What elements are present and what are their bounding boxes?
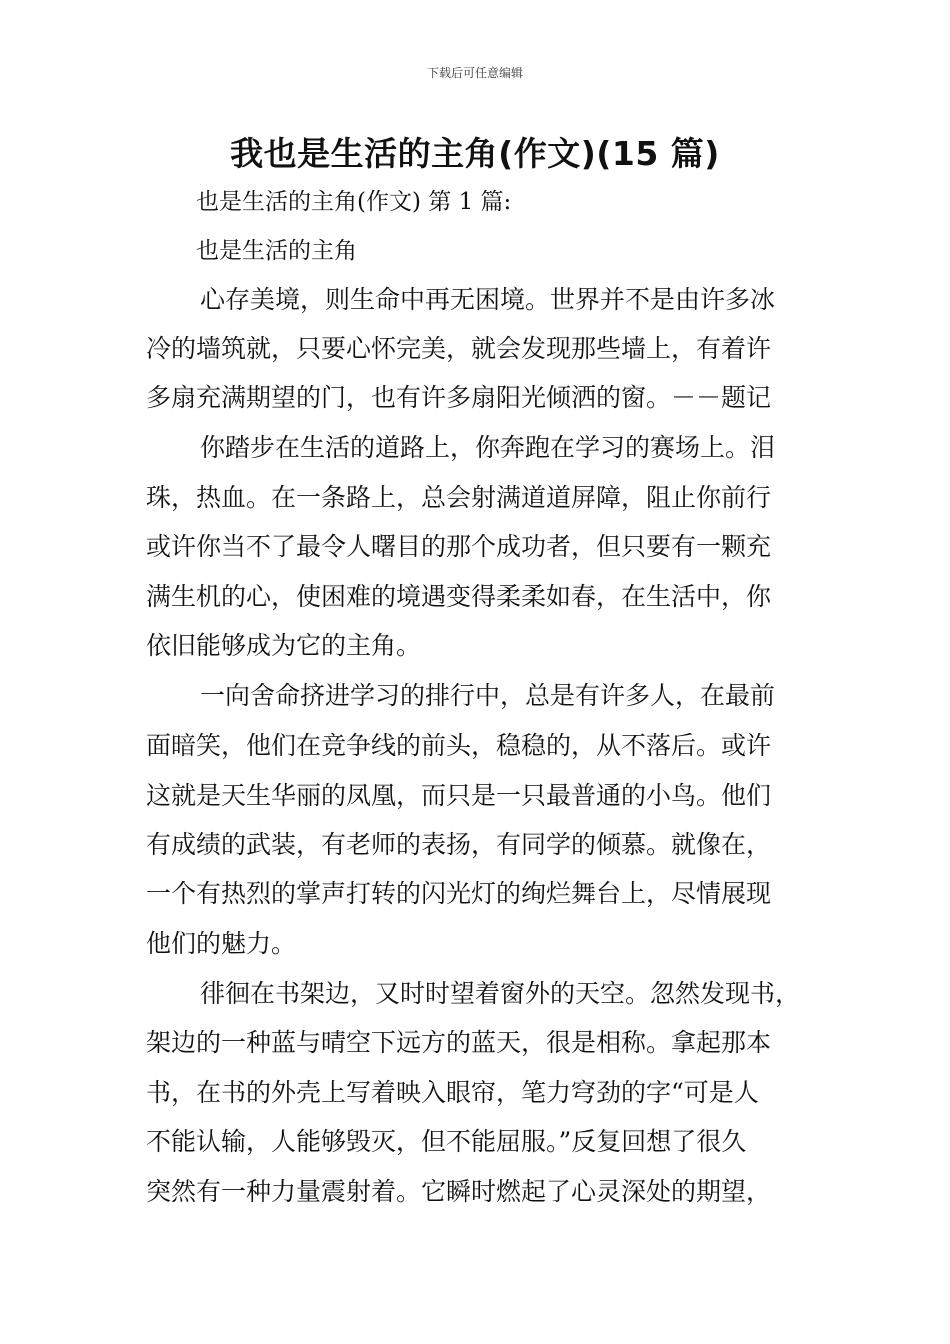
paragraph-line: 你踏步在生活的道路上，你奔跑在学习的赛场上。泪 xyxy=(200,433,776,462)
paragraph-line: 珠，热血。在一条路上，总会射满道道屏障，阻止你前行 xyxy=(146,483,772,512)
paragraph-line: 徘徊在书架边，又时时望着窗外的天空。忽然发现书， xyxy=(200,979,801,1008)
paragraph-line: 这就是天生华丽的凤凰，而只是一只最普通的小鸟。他们 xyxy=(146,781,772,810)
paragraph-line: 满生机的心，使困难的境遇变得柔柔如春，在生活中，你 xyxy=(146,582,772,611)
paragraph-line: 他们的魅力。 xyxy=(146,929,297,958)
paragraph-line: 突然有一种力量震射着。它瞬时燃起了心灵深处的期望， xyxy=(146,1177,772,1206)
essay-title: 也是生活的主角 xyxy=(196,238,357,264)
paragraph-line: 架边的一种蓝与晴空下远方的蓝天，很是相称。拿起那本 xyxy=(146,1028,772,1057)
paragraph-line: 书，在书的外壳上写着映入眼帘，笔力穹劲的字“可是人 xyxy=(146,1078,759,1107)
paragraph-line: 多扇充满期望的门，也有许多扇阳光倾洒的窗。－－题记 xyxy=(146,383,772,412)
header-note: 下载后可任意编辑 xyxy=(426,66,523,80)
document-title: 我也是生活的主角(作文)(15 篇) xyxy=(230,134,720,173)
paragraph-line: 不能认输，人能够毁灭，但不能屈服。”反复回想了很久 xyxy=(146,1127,747,1156)
paragraph-line: 一个有热烈的掌声打转的闪光灯的绚烂舞台上，尽情展现 xyxy=(146,879,772,908)
paragraph-line: 心存美境，则生命中再无困境。世界并不是由许多冰 xyxy=(200,285,776,314)
paragraph-line: 冷的墙筑就，只要心怀完美，就会发现那些墙上，有着许 xyxy=(146,334,772,363)
section-label: 也是生活的主角(作文) 第 1 篇: xyxy=(196,189,512,215)
paragraph-line: 面暗笑，他们在竞争线的前头，稳稳的，从不落后。或许 xyxy=(146,731,772,760)
paragraph-line: 或许你当不了最令人曙目的那个成功者，但只要有一颗充 xyxy=(146,532,772,561)
paragraph-line: 一向舍命挤进学习的排行中，总是有许多人，在最前 xyxy=(200,681,776,710)
paragraph-line: 有成绩的武装，有老师的表扬，有同学的倾慕。就像在， xyxy=(146,830,772,859)
paragraph-line: 依旧能够成为它的主角。 xyxy=(146,631,422,660)
